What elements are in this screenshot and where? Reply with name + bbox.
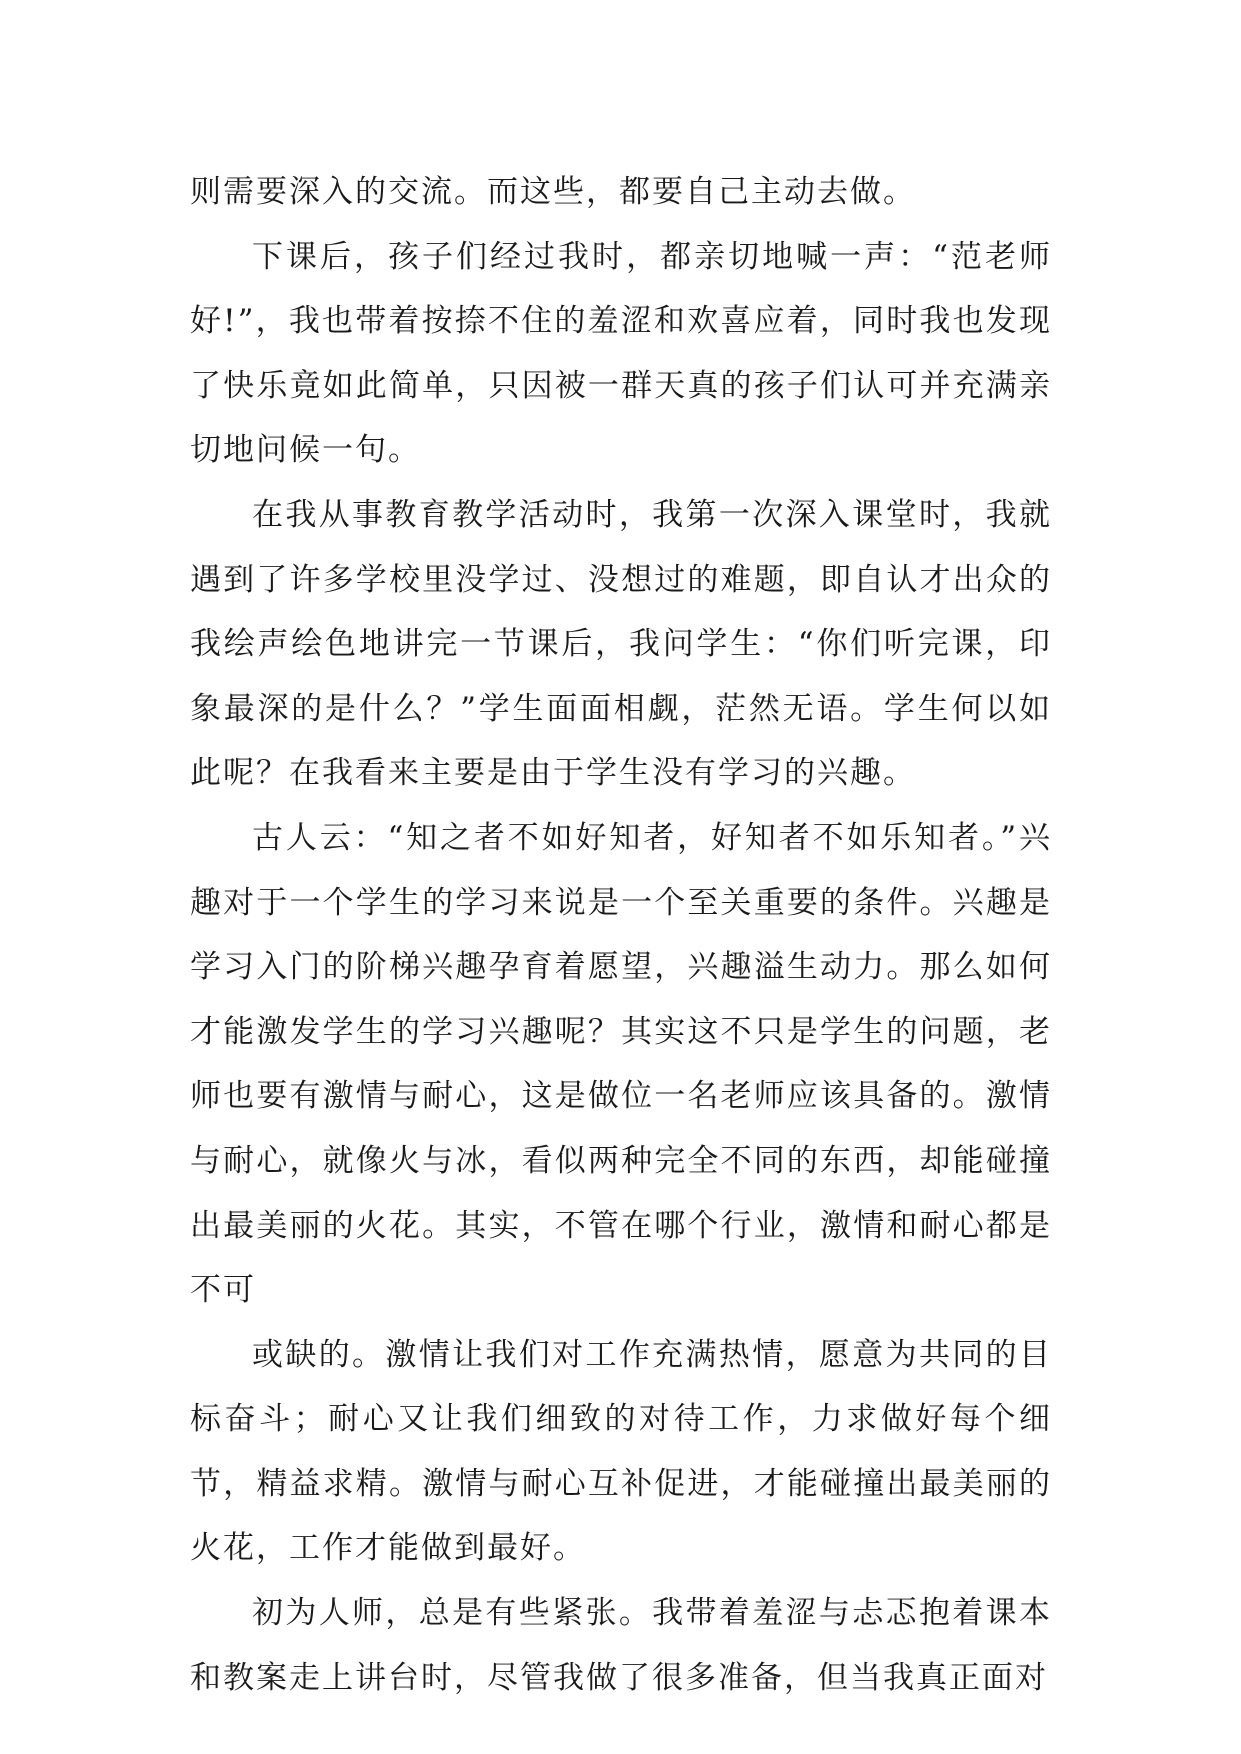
paragraph-4: 古人云：“知之者不如好知者，好知者不如乐知者。”兴趣对于一个学生的学习来说是一个至关重要的条件。兴趣是学习入门的阶梯兴趣孕育着愿望，兴趣溢生动力。那么如何才能激发学生的学习兴趣呢？其实这不只是学生的问题，老师也要有激情与耐心，这是做位一名老师应该具备的。激情与耐心，就像火与冰，看似两种完全不同的东西，却能碰撞出最美丽的火花。其实，不管在哪个行业，激情和耐心都是不可: [190, 819, 1052, 1309]
paragraph-6: 初为人师，总是有些紧张。我带着羞涩与忐忑抱着课本和教案走上讲台时，尽管我做了很多准备，但当我真正面对: [190, 1595, 1052, 1696]
paragraph-3: 在我从事教育教学活动时，我第一次深入课堂时，我就遇到了许多学校里没学过、没想过的难题，即自认才出众的我绘声绘色地讲完一节课后，我问学生：“你们听完课，印象最深的是什么？”学生面面相觑，茫然无语。学生何以如此呢？在我看来主要是由于学生没有学习的兴趣。: [190, 496, 1052, 792]
document-body: [190, 160, 1052, 1710]
paragraph-1: 则需要深入的交流。而这些，都要自己主动去做。: [190, 174, 916, 210]
paragraph-5: 或缺的。激情让我们对工作充满热情，愿意为共同的目标奋斗；耐心又让我们细致的对待工作，力求做好每个细节，精益求精。激情与耐心互补促进，才能碰撞出最美丽的火花，工作才能做到最好。: [190, 1336, 1052, 1567]
paragraph-2: 下课后，孩子们经过我时，都亲切地喊一声：“范老师好!”，我也带着按捺不住的羞涩和欢喜应着，同时我也发现了快乐竟如此简单，只因被一群天真的孩子们认可并充满亲切地问候一句。: [190, 238, 1052, 469]
